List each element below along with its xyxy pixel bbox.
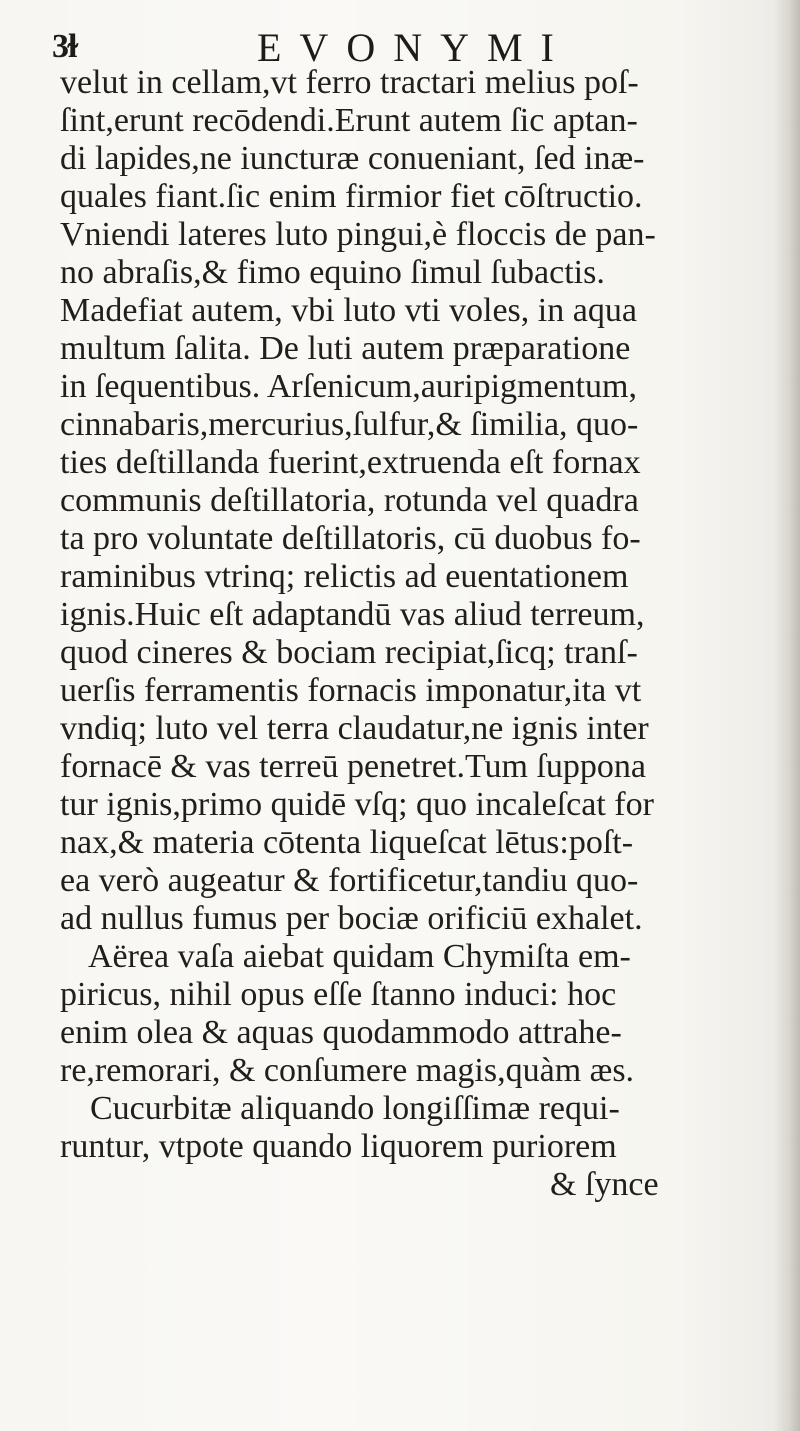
- text-line: quod cineres & bociam recipiat,ſicq; tranſ-: [60, 634, 638, 671]
- text-line: quales fiant.ſic enim firmior fiet cōſtructio.: [60, 178, 643, 215]
- text-line: nax,& materia cōtenta liqueſcat lētus:poſt-: [60, 824, 634, 861]
- text-line: di lapides,ne iuncturæ conueniant, ſed inæ-: [60, 140, 645, 177]
- running-head: EVONYMI: [257, 25, 572, 70]
- page-number: 3ɫ: [52, 28, 77, 65]
- text-line: ta pro voluntate deſtillatoris, cū duobus fo-: [60, 520, 641, 557]
- catchword: & ſynce: [550, 1166, 659, 1203]
- text-line: piricus, nihil opus eſſe ſtanno induci: hoc: [60, 976, 617, 1013]
- text-line: uerſis ferramentis fornacis imponatur,ita vt: [60, 672, 642, 709]
- text-line: ignis.Huic eſt adaptandū vas aliud terreum,: [60, 596, 645, 633]
- text-line: velut in cellam,vt ferro tractari melius poſ-: [60, 64, 639, 101]
- text-line: no abraſis,& fimo equino ſimul ſubactis.: [60, 254, 605, 291]
- page-edge-shadow: [774, 0, 800, 1431]
- text-line: ties deſtillanda fuerint,extruenda eſt fornax: [60, 444, 641, 481]
- body-text: [60, 64, 772, 1204]
- text-line: ſint,erunt recōdendi.Erunt autem ſic aptan-: [60, 102, 638, 139]
- text-line: vndiq; luto vel terra claudatur,ne ignis inter: [60, 710, 649, 747]
- text-line: Aërea vaſa aiebat quidam Chymiſta em-: [88, 938, 631, 975]
- text-line: in ſequentibus. Arſenicum,auripigmentum,: [60, 368, 637, 405]
- text-line: raminibus vtrinq; relictis ad euentationem: [60, 558, 629, 595]
- text-line: enim olea & aquas quodammodo attrahe-: [60, 1014, 622, 1051]
- page-header: [52, 12, 752, 72]
- text-line: ad nullus fumus per bociæ orificiū exhalet.: [60, 900, 643, 937]
- text-line: communis deſtillatoria, rotunda vel quadra: [60, 482, 639, 519]
- text-line: ea verò augeatur & fortificetur,tandiu quo-: [60, 862, 639, 899]
- text-line: runtur, vtpote quando liquorem puriorem: [60, 1128, 617, 1165]
- text-line: Madefiat autem, vbi luto vti voles, in aqua: [60, 292, 637, 329]
- text-line: cinnabaris,mercurius,ſulfur,& ſimilia, quo-: [60, 406, 639, 443]
- text-line: fornacē & vas terreū penetret.Tum ſuppona: [60, 748, 647, 785]
- text-line: Cucurbitæ aliquando longiſſimæ requi-: [90, 1090, 620, 1127]
- text-line: multum ſalita. De luti autem præparatione: [60, 330, 631, 367]
- text-line: tur ignis,primo quidē vſq; quo incaleſcat for: [60, 786, 654, 823]
- text-line: Vniendi lateres luto pingui,è floccis de pan-: [60, 216, 656, 253]
- text-line: re,remorari, & conſumere magis,quàm æs.: [60, 1052, 635, 1089]
